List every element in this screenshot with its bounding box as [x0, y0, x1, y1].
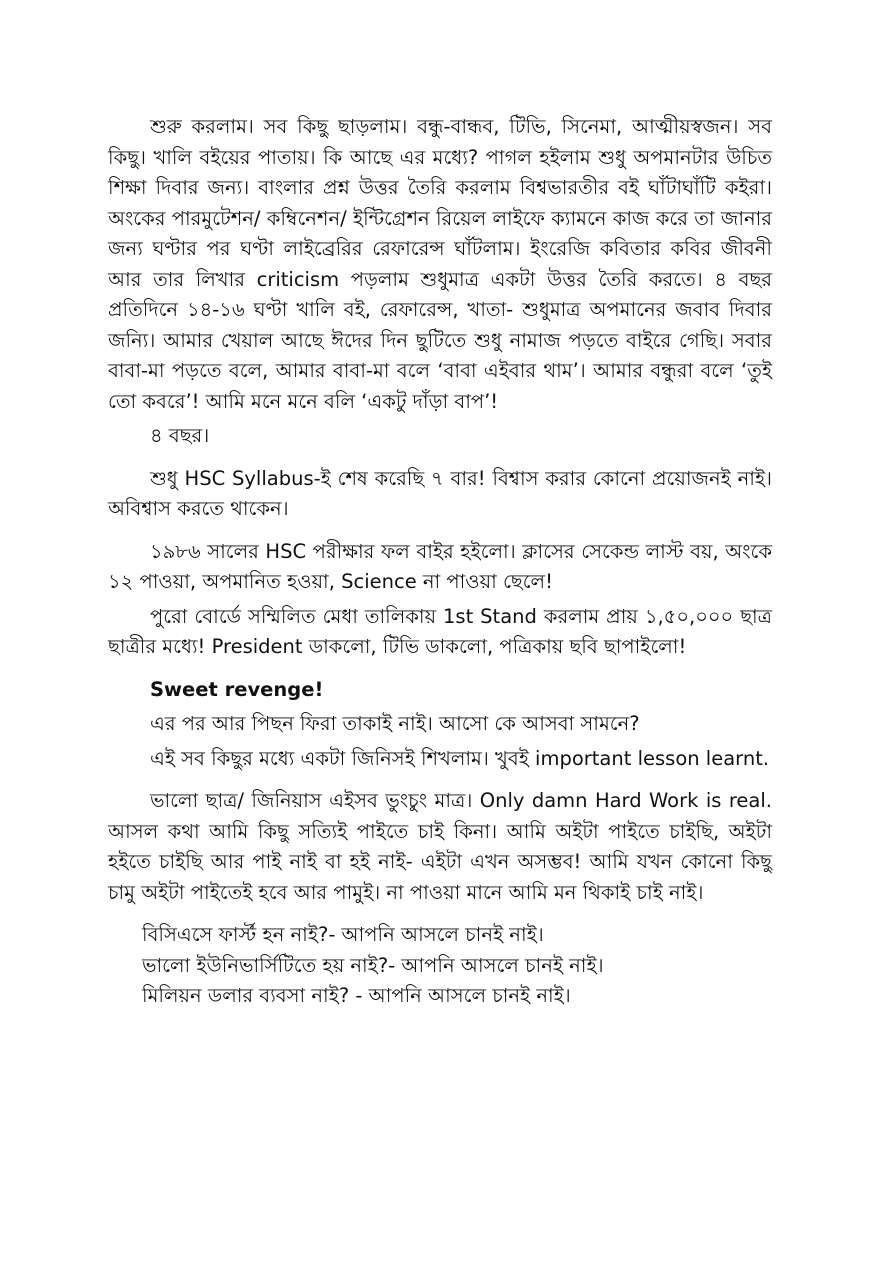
paragraph-hsc-result: ১৯৮৬ সালের HSC পরীক্ষার ফল বাইর হইলো। ক্লাসের সেকেন্ড লাস্ট বয়, অংকে ১২ পাওয়া, অপমানিত হওয়া, Science না পাওয়া ছেলে!	[108, 539, 772, 593]
paragraph-no-looking-back: এর পর আর পিছন ফিরা তাকাই নাই। আসো কে আসবা সামনে?	[150, 712, 640, 735]
line-business: মিলিয়ন ডলার ব্যবসা নাই? - আপনি আসলে চানই নাই।	[142, 984, 571, 1007]
paragraph-study-struggle: শুরু করলাম। সব কিছু ছাড়লাম। বন্ধু-বান্ধব, টিভি, সিনেমা, আত্মীয়স্বজন। সব কিছু। খালি বইয়ের পাতায়। কি আছে এর মধ্যে? পাগল হইলাম শুধু অপমানটার উচিত শিক্ষা দিবার জন্য। বাংলার প্রশ্ন উত্তর তৈরি করলাম বিশ্বভারতীর বই ঘাঁটাঘাঁটি কইরা। অংকের পারমুটেশন/ কম্বিনেশন/ ইন্টিগ্রেশন রিয়েল লাইফে ক্যামনে কাজ করে তা জানার জন্য ঘণ্টার পর ঘণ্টা লাইব্রেরির রেফারেন্স ঘাঁটলাম। ইংরেজি কবিতার কবির জীবনী আর তার লিখার criticism পড়লাম শুধুমাত্র একটা উত্তর তৈরি করতে। ৪ বছর প্রতিদিনে ১৪-১৬ ঘণ্টা খালি বই, রেফারেন্স, খাতা- শুধুমাত্র অপমানের জবাব দিবার জন্যি। আমার খেয়াল আছে ঈদের দিন ছুটিতে শুধু নামাজ পড়তে বাইরে গেছি। সবার বাবা-মা পড়তে বলে, আমার বাবা-মা বলে ‘বাবা এইবার থাম’। আমার বন্ধুরা বলে ‘তুই তো কবরে’! আমি মনে মনে বলি ‘একটু দাঁড়া বাপ’!	[108, 115, 772, 413]
paragraph-hsc-syllabus: শুধু HSC Syllabus-ই শেষ করেছি ৭ বার! বিশ্বাস করার কোনো প্রয়োজনই নাই। অবিশ্বাস করতে থাকেন।	[108, 466, 772, 520]
paragraph-hard-work: ভালো ছাত্র/ জিনিয়াস এইসব ভুংচুং মাত্র। Only damn Hard Work is real. আসল কথা আমি কিছু সত্যিই পাইতে চাই কিনা। আমি অইটা পাইতে চাইছি, অইটা হইতে চাইছি আর পাই নাই বা হই নাই- এইটা এখন অসম্ভব! আমি যখন কোনো কিছু চামু অইটা পাইতেই হবে আর পামুই। না পাওয়া মানে আমি মন থিকাই চাই নাই।	[108, 789, 772, 904]
paragraph-first-stand: পুরো বোর্ডে সম্মিলিত মেধা তালিকায় 1st Stand করলাম প্রায় ১,৫০,০০০ ছাত্র ছাত্রীর মধ্যে! President ডাকলো, টিভি ডাকলো, পত্রিকায় ছবি ছাপাইলো!	[108, 604, 772, 658]
line-university: ভালো ইউনিভার্সিটিতে হয় নাই?- আপনি আসলে চানই নাই।	[142, 953, 604, 977]
paragraph-sweet-revenge: Sweet revenge!	[150, 677, 324, 701]
paragraph-lesson-learnt: এই সব কিছুর মধ্যে একটা জিনিসই শিখলাম। খুবই important lesson learnt.	[150, 746, 770, 770]
paragraph-four-years: ৪ বছর।	[150, 424, 210, 447]
line-bcs: বিসিএসে ফার্স্ট হন নাই?- আপনি আসলে চানই নাই।	[142, 923, 544, 946]
